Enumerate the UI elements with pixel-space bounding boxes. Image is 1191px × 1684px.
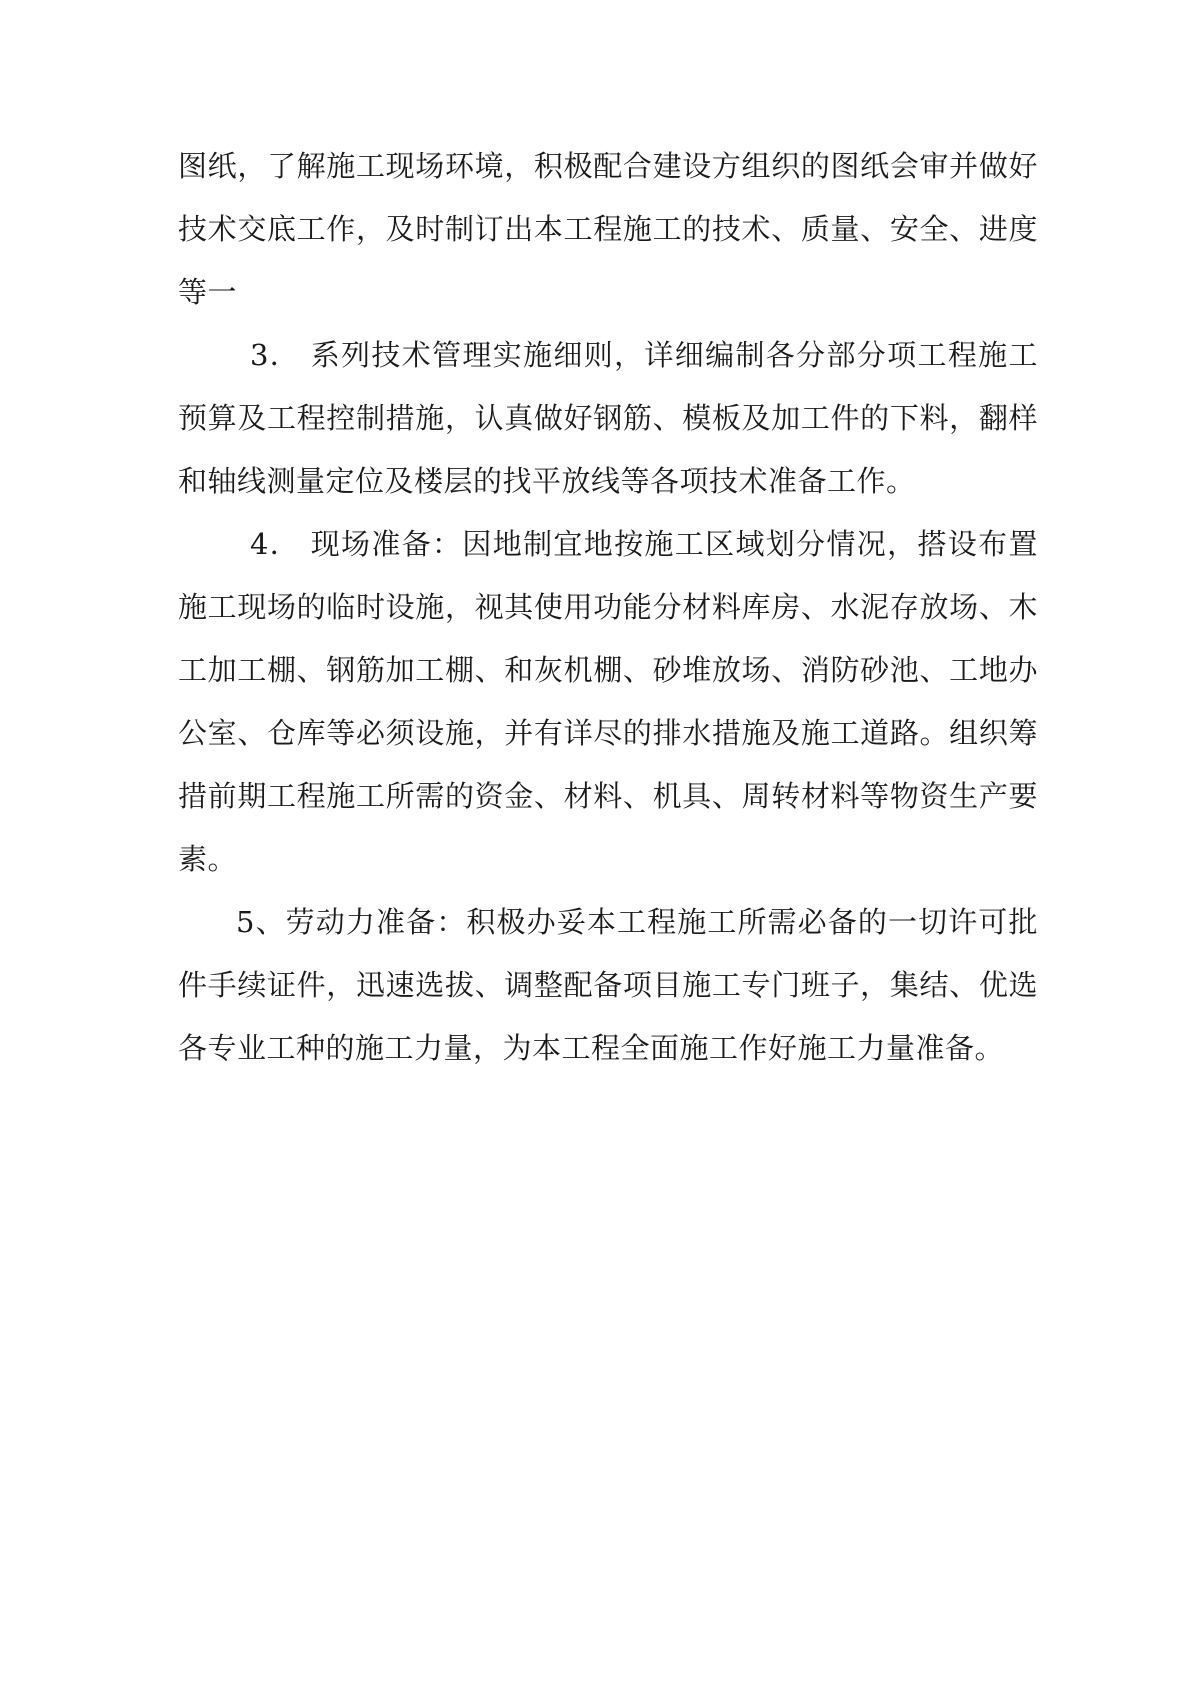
paragraph-item-5: 5、劳动力准备：积极办妥本工程施工所需必备的一切许可批件手续证件，迅速选拔、调整配备项目施工专门班子，集结、优选各专业工种的施工力量，为本工程全面施工作好施工力量准备。 (178, 905, 1038, 1065)
document-body (178, 135, 1038, 1080)
paragraph-item-4: 4． 现场准备：因地制宜地按施工区域划分情况，搭设布置施工现场的临时设施，视其使用功能分材料库房、水泥存放场、木工加工棚、钢筋加工棚、和灰机棚、砂堆放场、消防砂池、工地办公室、仓库等必须设施，并有详尽的排水措施及施工道路。组织筹措前期工程施工所需的资金、材料、机具、周转材料等物资生产要素。 (178, 527, 1038, 876)
paragraph-continuation: 图纸，了解施工现场环境，积极配合建设方组织的图纸会审并做好技术交底工作，及时制订出本工程施工的技术、质量、安全、进度等一 (178, 149, 1038, 309)
paragraph-item-3: 3． 系列技术管理实施细则，详细编制各分部分项工程施工预算及工程控制措施，认真做好钢筋、模板及加工件的下料，翻样和轴线测量定位及楼层的找平放线等各项技术准备工作。 (178, 338, 1038, 498)
